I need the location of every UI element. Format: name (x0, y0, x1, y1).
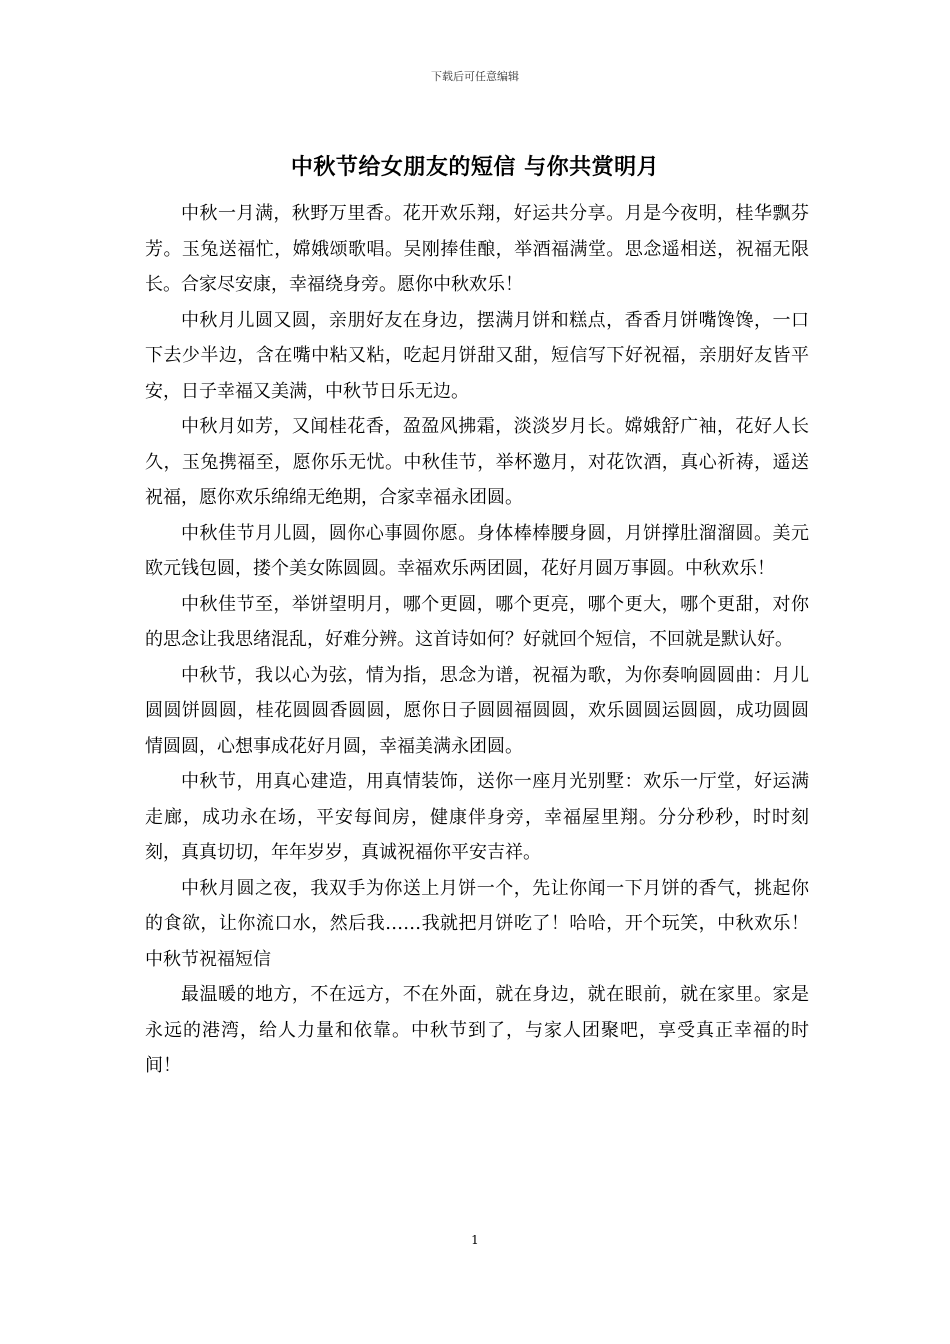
document-title: 中秋节给女朋友的短信 与你共赏明月 (290, 154, 660, 180)
page-number: 1 (471, 1233, 479, 1247)
body-text (145, 196, 809, 1084)
paragraph-5: 中秋佳节至，举饼望明月，哪个更圆，哪个更亮，哪个更大，哪个更甜，对你的思念让我思绪混乱，好难分辨。这首诗如何？好就回个短信，不回就是默认好。 (145, 593, 809, 650)
paragraph-1: 中秋一月满，秋野万里香。花开欢乐翔，好运共分享。月是今夜明，桂华飘芬芳。玉兔送福忙，嫦娥颂歌唱。吴刚捧佳酿，举酒福满堂。思念遥相送，祝福无限长。合家尽安康，幸福绕身旁。愿你中秋欢乐！ (145, 203, 809, 295)
paragraph-2: 中秋月儿圆又圆，亲朋好友在身边，摆满月饼和糕点，香香月饼嘴馋馋，一口下去少半边，含在嘴中粘又粘，吃起月饼甜又甜，短信写下好祝福，亲朋好友皆平安，日子幸福又美满，中秋节日乐无边。 (145, 309, 809, 402)
paragraph-7: 中秋节，用真心建造，用真情装饰，送你一座月光别墅：欢乐一厅堂，好运满走廊，成功永在场，平安每间房，健康伴身旁，幸福屋里翔。分分秒秒，时时刻刻，真真切切，年年岁岁，真诚祝福你平安吉祥。 (145, 771, 809, 863)
header-note: 下载后可任意编辑 (431, 70, 519, 83)
paragraph-4: 中秋佳节月儿圆，圆你心事圆你愿。身体棒棒腰身圆，月饼撑肚溜溜圆。美元欧元钱包圆，搂个美女陈圆圆。幸福欢乐两团圆，花好月圆万事圆。中秋欢乐！ (145, 522, 809, 579)
paragraph-6: 中秋节，我以心为弦，情为指，思念为谱，祝福为歌，为你奏响圆圆曲：月儿圆圆饼圆圆，桂花圆圆香圆圆，愿你日子圆圆福圆圆，欢乐圆圆运圆圆，成功圆圆情圆圆，心想事成花好月圆，幸福美满永团圆。 (145, 664, 809, 757)
paragraph-8: 中秋月圆之夜，我双手为你送上月饼一个，先让你闻一下月饼的香气，挑起你的食欲，让你流口水，然后我……我就把月饼吃了！哈哈，开个玩笑，中秋欢乐！中秋节祝福短信 (145, 877, 809, 970)
paragraph-3: 中秋月如芳，又闻桂花香，盈盈风拂霜，淡淡岁月长。嫦娥舒广袖，花好人长久，玉兔携福至，愿你乐无忧。中秋佳节，举杯邀月，对花饮酒，真心祈祷，遥送祝福，愿你欢乐绵绵无绝期，合家幸福永团圆。 (145, 416, 809, 508)
paragraph-9: 最温暖的地方，不在远方，不在外面，就在身边，就在眼前，就在家里。家是永远的港湾，给人力量和依靠。中秋节到了，与家人团聚吧，享受真正幸福的时间！ (145, 984, 809, 1076)
